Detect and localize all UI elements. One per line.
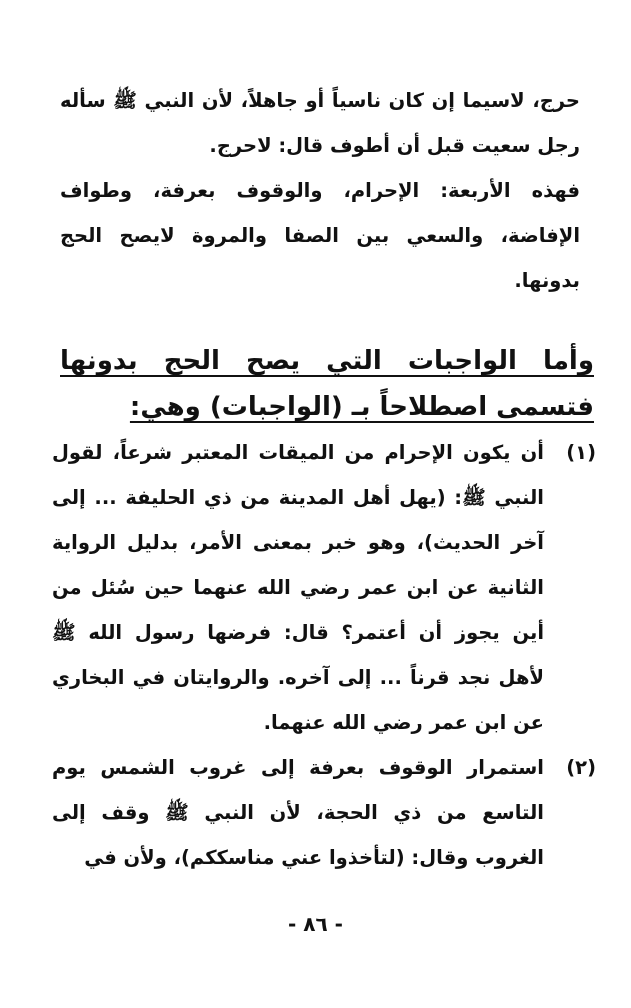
list-item <box>52 430 596 745</box>
section-heading-text: وأما الواجبات التي يصح الحج بدونها فتسمى اصطلاحاً بـ (الواجبات) وهي: <box>60 346 594 422</box>
list-item-number: (٢) <box>566 756 596 779</box>
paragraph-continuation: حرج، لاسيما إن كان ناسياً أو جاهلاً، لأن النبي ﷺ سأله رجل سعيت قبل أن أطوف قال: لاحرج. <box>60 89 580 157</box>
page-number: - ٨٦ - <box>288 912 343 936</box>
list-item-number: (١) <box>566 441 596 464</box>
obligations-list <box>52 430 596 880</box>
list-item-text: أن يكون الإحرام من الميقات المعتبر شرعاً، لقول النبي ﷺ: (يهل أهل المدينة من ذي الحليفة ... إلى آخر الحديث)، وهو خبر بمعنى الأمر، بدليل الرواية الثانية عن ابن عمر رضي الله عنهما حين سُئل من أين يجوز أن أعتمر؟ قال: فرضها رسول الله ﷺ لأهل نجد قرناً ... إلى آخره. والروايتان في البخاري عن ابن عمر رضي الله عنهما. <box>52 441 544 734</box>
list-item-text: استمرار الوقوف بعرفة إلى غروب الشمس يوم التاسع من ذي الحجة، لأن النبي ﷺ وقف إلى الغروب وقال: (لتأخذوا عني مناسككم)، ولأن في <box>52 756 544 869</box>
list-item <box>52 745 596 880</box>
paragraph-four-pillars: فهذه الأربعة: الإحرام، والوقوف بعرفة، وطواف الإفاضة، والسعي بين الصفا والمروة لايصح الحج بدونها. <box>60 179 580 292</box>
section-heading <box>60 338 594 430</box>
